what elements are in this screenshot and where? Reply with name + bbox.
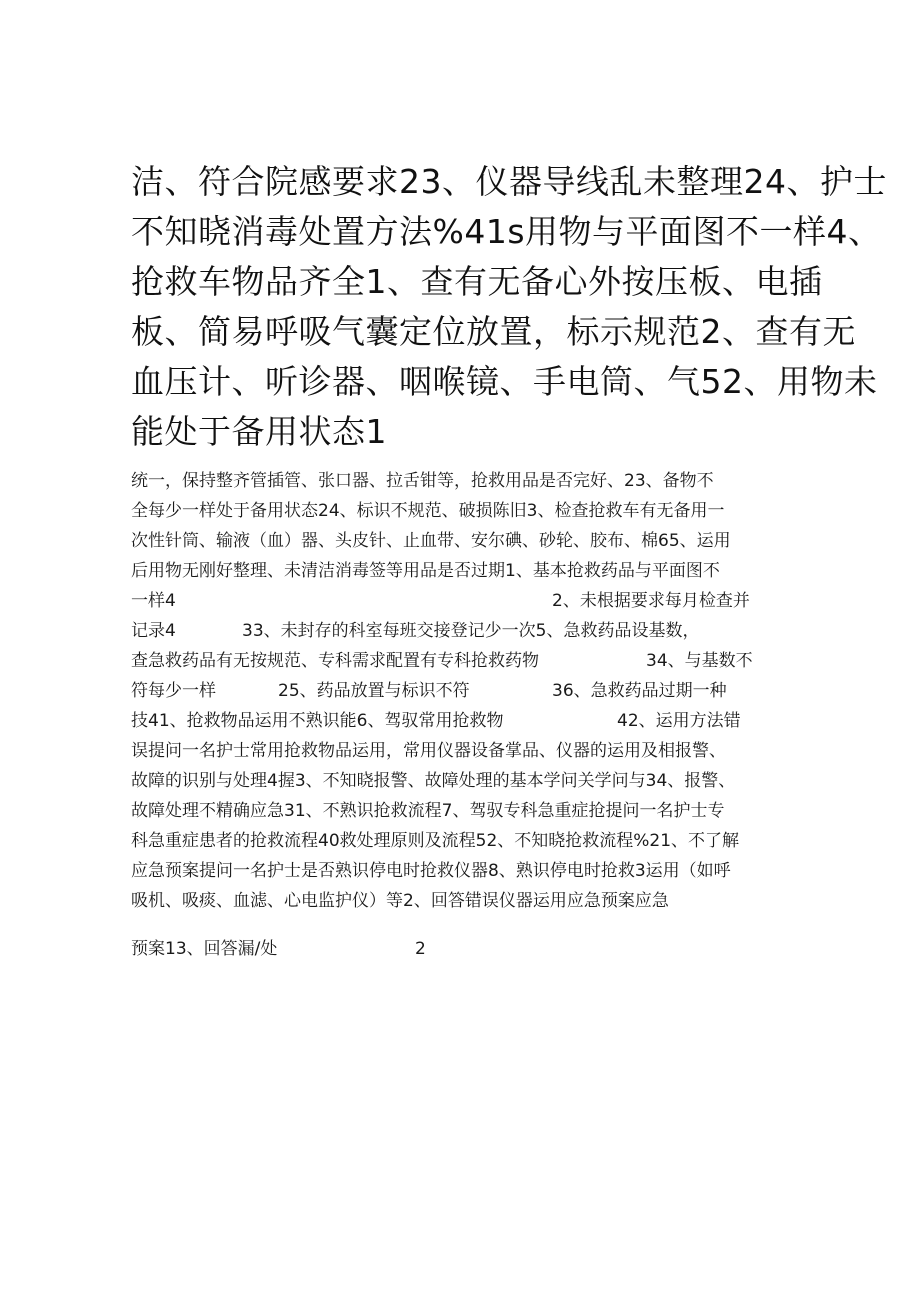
- text-line: [131, 766, 811, 796]
- text-segment: 后用物无刚好整理、未清洁消毒签等用品是否过期1、基本抢救药品与平面图不: [131, 561, 720, 581]
- large-text-line: 板、简易呼吸气囊定位放置，标示规范2、查有无: [131, 312, 856, 351]
- text-segment: 次性针筒、输液（血）器、头皮针、止血带、安尔碘、砂轮、胶布、棉65、运用: [131, 531, 731, 551]
- text-segment: 吸机、吸痰、血滤、心电监护仪）等2、回答错误仪器运用应急预案应急: [131, 891, 669, 911]
- text-segment: 36、急救药品过期一种: [552, 681, 727, 701]
- text-line: [131, 616, 811, 646]
- text-line: [131, 496, 811, 526]
- text-segment: 42、运用方法错: [617, 711, 741, 731]
- text-segment: 技41、抢救物品运用不熟识能6、驾驭常用抢救物: [131, 711, 504, 731]
- text-segment: 全每少一样处于备用状态24、标识不规范、破损陈旧3、检查抢救车有无备用一: [131, 501, 725, 521]
- text-line: [131, 736, 811, 766]
- small-text-paragraph: [131, 466, 811, 964]
- large-text-paragraph: [131, 157, 887, 457]
- large-text-line: 洁、符合院感要求23、仪器导线乱未整理24、护士: [131, 162, 887, 201]
- text-segment: 记录4: [131, 621, 176, 641]
- text-line: [131, 676, 811, 706]
- text-line: [131, 934, 811, 964]
- text-line: [131, 826, 811, 856]
- large-text-line: 能处于备用状态1: [131, 412, 387, 451]
- text-segment: 故障的识别与处理4握3、不知晓报警、故障处理的基本学问关学问与34、报警、: [131, 771, 736, 791]
- text-line: [131, 466, 811, 496]
- large-text-line: 抢救车物品齐全1、查有无备心外按压板、电插: [131, 262, 823, 301]
- text-segment: 统一，保持整齐管插管、张口器、拉舌钳等，抢救用品是否完好、23、备物不: [131, 471, 714, 491]
- text-segment: 一样4: [131, 591, 176, 611]
- text-line: [131, 556, 811, 586]
- text-segment: 2、未根据要求每月检查并: [552, 591, 750, 611]
- large-text-line: 血压计、听诊器、咽喉镜、手电筒、气52、用物未: [131, 362, 878, 401]
- text-line: [131, 706, 811, 736]
- text-line: [131, 856, 811, 886]
- text-segment: 误提问一名护士常用抢救物品运用，常用仪器设备掌品、仪器的运用及相报警、: [131, 741, 726, 761]
- text-segment: 故障处理不精确应急31、不熟识抢救流程7、驾驭专科急重症抢提问一名护士专: [131, 801, 725, 821]
- text-segment: 符每少一样: [131, 681, 216, 701]
- text-line: [131, 886, 811, 916]
- text-segment: 25、药品放置与标识不符: [278, 681, 470, 701]
- text-line: [131, 796, 811, 826]
- large-text-line: 不知晓消毒处置方法%41s用物与平面图不一样4、: [131, 212, 882, 251]
- text-line: [131, 646, 811, 676]
- text-segment: 预案13、回答漏/处: [131, 939, 278, 959]
- text-segment: 查急救药品有无按规范、专科需求配置有专科抢救药物: [131, 651, 539, 671]
- text-line: [131, 526, 811, 556]
- text-segment: 33、未封存的科室每班交接登记少一次5、急救药品设基数，: [242, 621, 700, 641]
- text-segment: 34、与基数不: [646, 651, 753, 671]
- text-segment: 科急重症患者的抢救流程40救处理原则及流程52、不知晓抢救流程%21、不了解: [131, 831, 740, 851]
- text-line: [131, 586, 811, 616]
- text-segment: 应急预案提问一名护士是否熟识停电时抢救仪器8、熟识停电时抢救3运用（如呼: [131, 861, 731, 881]
- text-segment: 2: [415, 939, 426, 959]
